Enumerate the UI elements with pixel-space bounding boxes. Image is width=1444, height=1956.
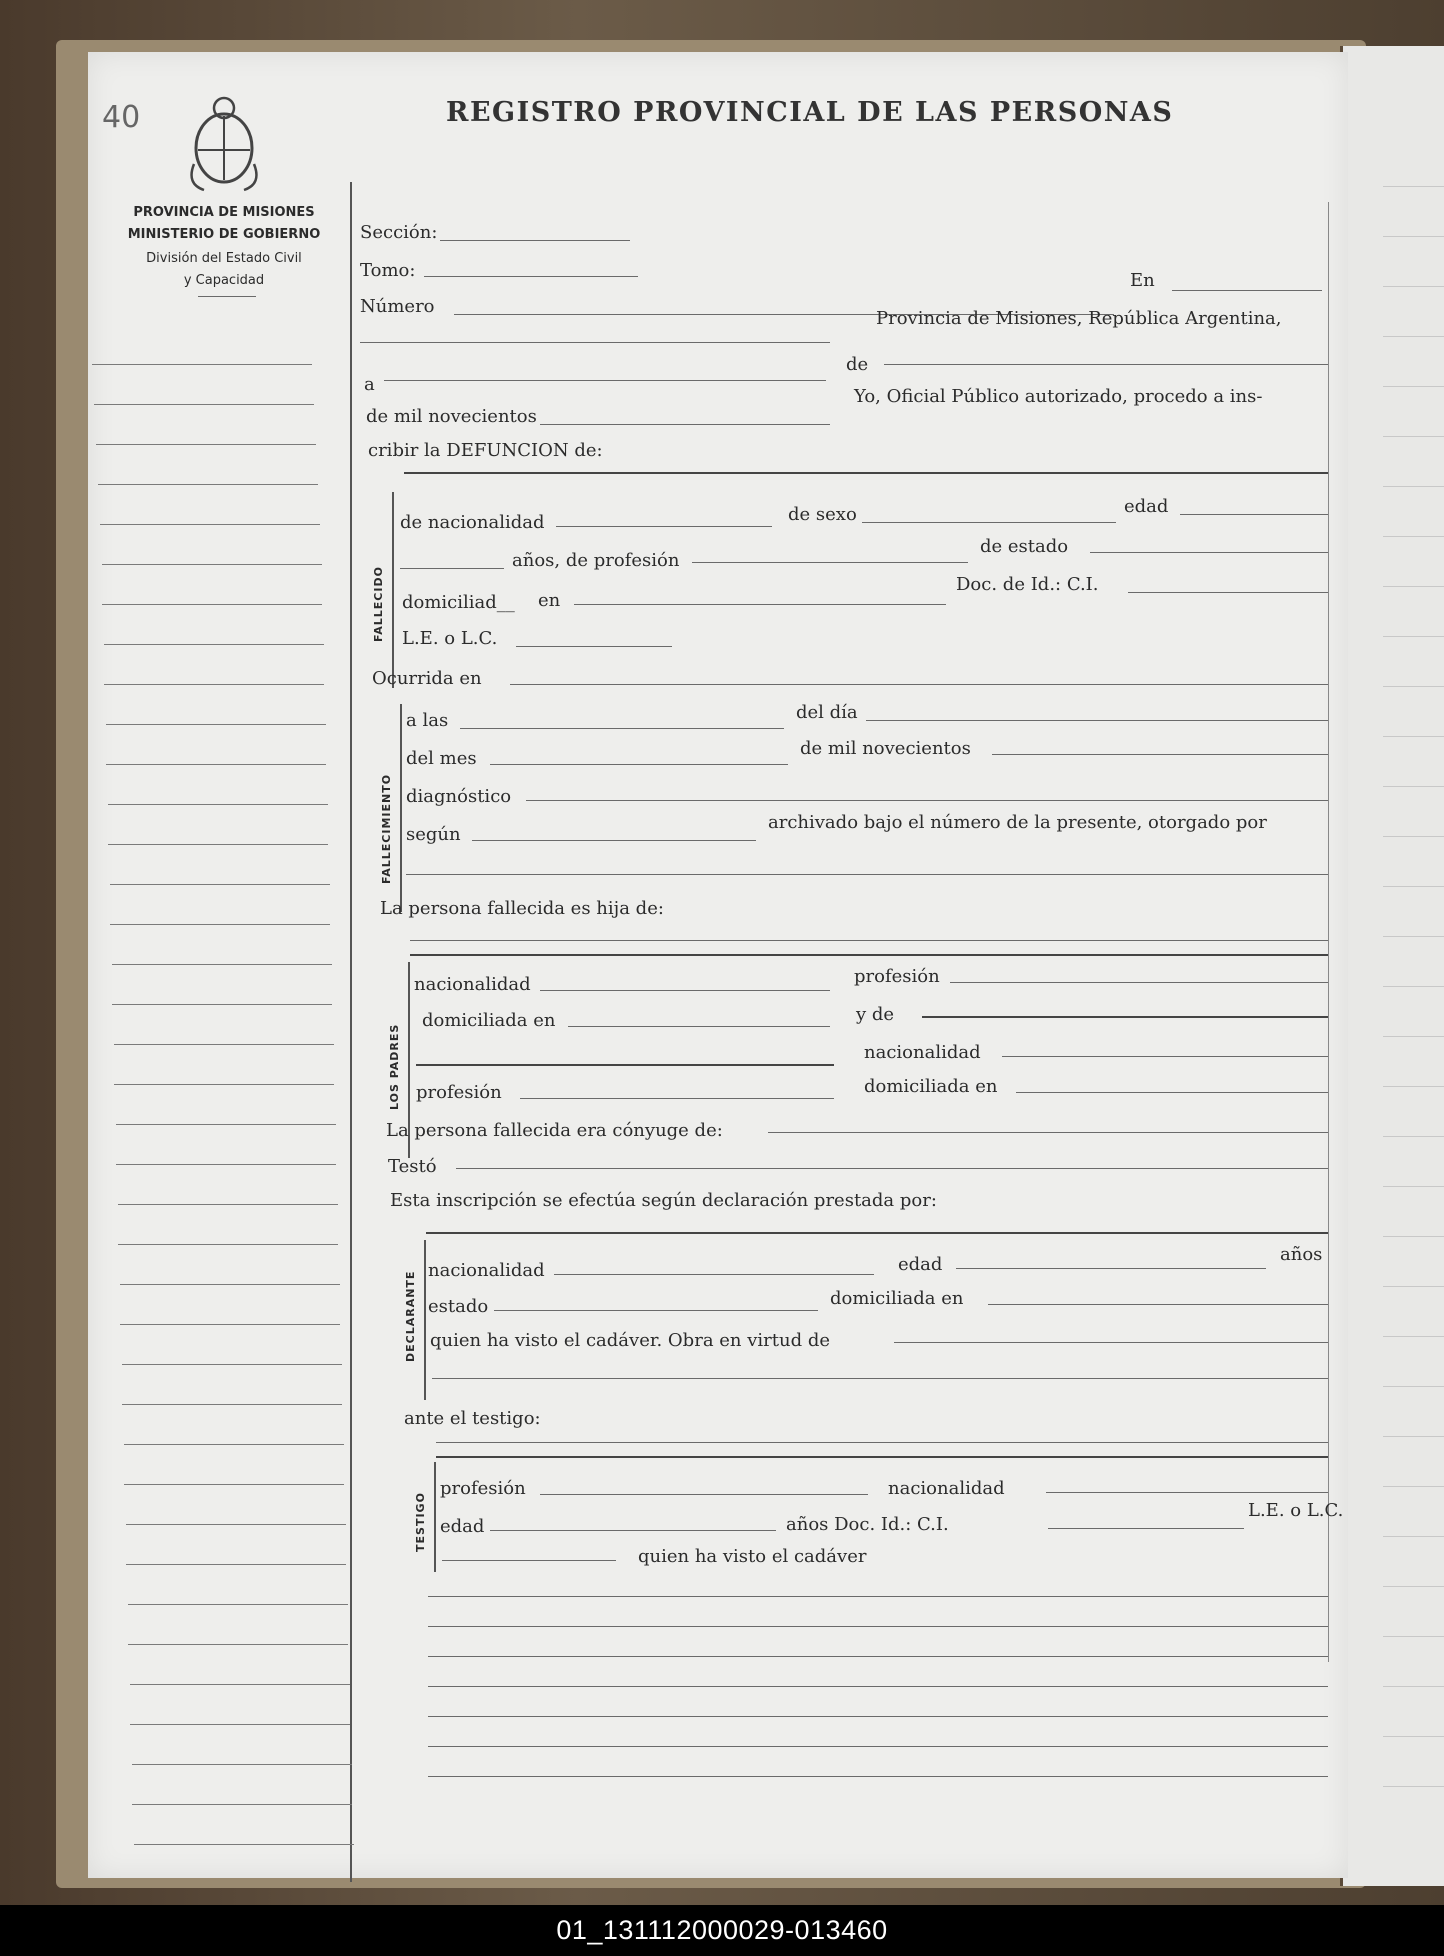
label-del-mes: del mes bbox=[406, 748, 477, 769]
next-page-edge bbox=[1340, 46, 1444, 1886]
label-edad: edad bbox=[1124, 496, 1169, 517]
label-anos-profesion: años, de profesión bbox=[512, 550, 680, 571]
label-hija-de: La persona fallecida es hija de: bbox=[380, 898, 664, 919]
label-domiciliada-m: domiciliada en bbox=[864, 1076, 998, 1097]
form-page bbox=[88, 52, 1348, 1878]
label-quien-visto: quien ha visto el cadáver. Obra en virtud de bbox=[430, 1330, 831, 1351]
section-los-padres: LOS PADRES bbox=[388, 1023, 401, 1110]
notes-line-3[interactable] bbox=[428, 1656, 1328, 1657]
field-defuncion-name[interactable] bbox=[404, 472, 1328, 474]
label-testo: Testó bbox=[388, 1156, 437, 1177]
field-sexo[interactable] bbox=[862, 522, 1116, 523]
field-nacionalidad-m[interactable] bbox=[1002, 1056, 1328, 1057]
label-de-mil: de mil novecientos bbox=[366, 406, 537, 427]
field-ci[interactable] bbox=[1128, 592, 1328, 593]
field-a-las[interactable] bbox=[460, 728, 784, 729]
label-a: a bbox=[364, 374, 375, 395]
header-ministry: MINISTERIO DE GOBIERNO bbox=[127, 227, 321, 242]
section-declarante: DECLARANTE bbox=[404, 1270, 417, 1362]
field-del-dia[interactable] bbox=[866, 720, 1328, 721]
label-ante-testigo: ante el testigo: bbox=[404, 1408, 541, 1429]
field-nacionalidad[interactable] bbox=[556, 526, 772, 527]
label-tes-quien: quien ha visto el cadáver bbox=[638, 1546, 867, 1567]
field-profesion-m[interactable] bbox=[520, 1098, 834, 1099]
label-dec-domiciliada: domiciliada en bbox=[830, 1288, 964, 1309]
label-doc-id: Doc. de Id.: C.I. bbox=[956, 574, 1099, 595]
field-tes-ci[interactable] bbox=[1048, 1528, 1244, 1529]
field-ano[interactable] bbox=[992, 754, 1328, 755]
label-dec-nacionalidad: nacionalidad bbox=[428, 1260, 545, 1281]
field-edad[interactable] bbox=[1180, 514, 1328, 515]
label-tes-anos-doc: años Doc. Id.: C.I. bbox=[786, 1514, 949, 1535]
label-de-sexo: de sexo bbox=[788, 504, 857, 525]
field-tomo[interactable] bbox=[424, 276, 638, 277]
field-testo[interactable] bbox=[456, 1168, 1328, 1169]
label-del-dia: del día bbox=[796, 702, 858, 723]
field-segun[interactable] bbox=[472, 840, 756, 841]
section-fallecimiento: FALLECIMIENTO bbox=[380, 773, 393, 884]
field-tes-edad[interactable] bbox=[490, 1530, 776, 1531]
field-numero-2[interactable] bbox=[360, 342, 830, 343]
label-domiciliada-p: domiciliada en bbox=[422, 1010, 556, 1031]
field-dec-nacionalidad[interactable] bbox=[554, 1274, 874, 1275]
left-border-line bbox=[350, 182, 352, 1882]
field-tes-profesion[interactable] bbox=[540, 1494, 868, 1495]
section-testigo: TESTIGO bbox=[414, 1492, 427, 1552]
label-nacionalidad-m: nacionalidad bbox=[864, 1042, 981, 1063]
field-testigo-name[interactable] bbox=[436, 1442, 1328, 1443]
page-number: 40 bbox=[102, 100, 141, 135]
label-tomo: Tomo: bbox=[360, 260, 416, 281]
notes-line-4[interactable] bbox=[428, 1686, 1328, 1687]
label-de-nacionalidad: de nacionalidad bbox=[400, 512, 545, 533]
right-border-line bbox=[1328, 202, 1329, 1662]
label-y-de: y de bbox=[856, 1004, 895, 1025]
label-de: de bbox=[846, 354, 869, 375]
field-domiciliada-p[interactable] bbox=[568, 1026, 830, 1027]
label-conyuge: La persona fallecida era cónyuge de: bbox=[386, 1120, 723, 1141]
section-fallecido: FALLECIDO bbox=[372, 566, 385, 642]
label-tes-profesion: profesión bbox=[440, 1478, 526, 1499]
label-de-mil-nov: de mil novecientos bbox=[800, 738, 971, 759]
notes-line-6[interactable] bbox=[428, 1746, 1328, 1747]
label-dec-edad: edad bbox=[898, 1254, 943, 1275]
field-hija-de[interactable] bbox=[410, 940, 1328, 941]
field-en[interactable] bbox=[1172, 290, 1322, 291]
label-domiciliad: domiciliad__ bbox=[402, 592, 515, 613]
label-provincia: Provincia de Misiones, República Argentina, bbox=[876, 308, 1282, 329]
label-yo: Yo, Oficial Público autorizado, procedo a ins- bbox=[854, 386, 1263, 407]
field-otorgado[interactable] bbox=[406, 874, 1328, 875]
field-obra-virtud[interactable] bbox=[894, 1342, 1328, 1343]
field-profesion-p[interactable] bbox=[950, 982, 1328, 983]
notes-line-2[interactable] bbox=[428, 1626, 1328, 1627]
label-nacionalidad-p: nacionalidad bbox=[414, 974, 531, 995]
label-a-las: a las bbox=[406, 710, 449, 731]
label-inscripcion: Esta inscripción se efectúa según declaración prestada por: bbox=[390, 1190, 937, 1211]
field-anos[interactable] bbox=[400, 568, 504, 569]
label-profesion-m: profesión bbox=[416, 1082, 502, 1103]
field-nacionalidad-p[interactable] bbox=[540, 990, 830, 991]
field-diagnostico[interactable] bbox=[526, 800, 1328, 801]
label-profesion-p: profesión bbox=[854, 966, 940, 987]
field-de[interactable] bbox=[884, 364, 1328, 365]
header-province: PROVINCIA DE MISIONES bbox=[133, 205, 315, 220]
field-tes-quien[interactable] bbox=[442, 1560, 616, 1561]
label-tes-nacionalidad: nacionalidad bbox=[888, 1478, 1005, 1499]
field-le-lc[interactable] bbox=[516, 646, 672, 647]
notes-line-1[interactable] bbox=[428, 1596, 1328, 1597]
field-del-mes[interactable] bbox=[490, 764, 788, 765]
field-domicilio[interactable] bbox=[574, 604, 946, 605]
label-dec-estado: estado bbox=[428, 1296, 489, 1317]
header-division: División del Estado Civil bbox=[146, 251, 302, 266]
image-caption: 01_131112000029-013460 bbox=[0, 1905, 1444, 1956]
field-dec-estado[interactable] bbox=[494, 1310, 818, 1311]
form-title: REGISTRO PROVINCIAL DE LAS PERSONAS bbox=[446, 97, 1174, 128]
field-profesion[interactable] bbox=[692, 562, 968, 563]
label-de-estado: de estado bbox=[980, 536, 1069, 557]
label-diagnostico: diagnóstico bbox=[406, 786, 512, 807]
label-en-dom: en bbox=[538, 590, 561, 611]
field-dec-extra[interactable] bbox=[432, 1378, 1328, 1379]
field-conyuge[interactable] bbox=[768, 1132, 1328, 1133]
field-estado[interactable] bbox=[1090, 552, 1328, 553]
field-tes-nacionalidad[interactable] bbox=[1046, 1492, 1328, 1493]
coat-of-arms-icon bbox=[184, 94, 264, 194]
field-y-de[interactable] bbox=[922, 1016, 1328, 1018]
label-seccion: Sección: bbox=[360, 222, 438, 243]
label-dec-anos: años bbox=[1280, 1244, 1323, 1265]
header-capacity: y Capacidad bbox=[183, 273, 265, 288]
label-tes-edad: edad bbox=[440, 1516, 485, 1537]
label-segun: según bbox=[406, 824, 461, 845]
label-en: En bbox=[1130, 270, 1155, 291]
field-seccion[interactable] bbox=[440, 240, 630, 241]
field-domiciliada-m[interactable] bbox=[1016, 1092, 1328, 1093]
label-cribir: cribir la DEFUNCION de: bbox=[368, 440, 603, 461]
label-ocurrida: Ocurrida en bbox=[372, 668, 482, 689]
field-a[interactable] bbox=[384, 380, 826, 381]
field-declarante-name[interactable] bbox=[426, 1232, 1328, 1234]
notes-line-7[interactable] bbox=[428, 1776, 1328, 1777]
field-dec-edad[interactable] bbox=[956, 1268, 1266, 1269]
field-madre[interactable] bbox=[416, 1064, 834, 1066]
label-numero: Número bbox=[360, 296, 435, 317]
field-ocurrida[interactable] bbox=[510, 684, 1328, 685]
label-tes-le: L.E. o L.C. bbox=[1248, 1500, 1344, 1521]
field-dec-domiciliada[interactable] bbox=[988, 1304, 1328, 1305]
label-archivado: archivado bajo el número de la presente, otorgado por bbox=[768, 812, 1267, 833]
field-de-mil[interactable] bbox=[540, 424, 830, 425]
label-le-lc: L.E. o L.C. bbox=[402, 628, 498, 649]
notes-line-5[interactable] bbox=[428, 1716, 1328, 1717]
